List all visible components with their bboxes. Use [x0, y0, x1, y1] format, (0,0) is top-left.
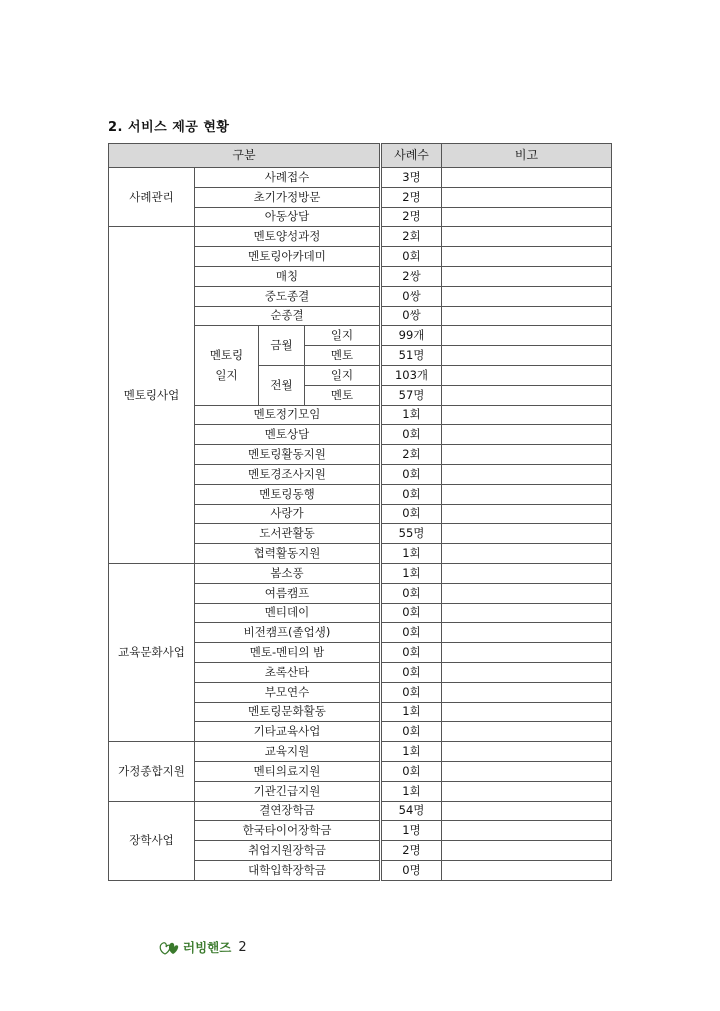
table-row [109, 168, 612, 188]
row-note [442, 484, 612, 504]
row-label: 취업지원장학금 [195, 841, 381, 861]
row-note [442, 761, 612, 781]
journal-label: 멘토링 일지 [195, 326, 259, 405]
row-note [442, 346, 612, 366]
row-label: 봄소풍 [195, 563, 381, 583]
row-note [442, 425, 612, 445]
row-label: 협력활동지원 [195, 544, 381, 564]
row-label: 사랑가 [195, 504, 381, 524]
row-count: 0회 [381, 484, 442, 504]
journal-row-label: 멘토 [305, 346, 381, 366]
row-count: 3명 [381, 168, 442, 188]
row-count: 0회 [381, 623, 442, 643]
row-count: 0회 [381, 425, 442, 445]
row-note [442, 266, 612, 286]
row-label: 멘티의료지원 [195, 761, 381, 781]
row-count: 0회 [381, 583, 442, 603]
row-count: 1회 [381, 405, 442, 425]
period-label: 금월 [259, 326, 305, 366]
table-body [109, 168, 612, 881]
row-note [442, 544, 612, 564]
row-note [442, 445, 612, 465]
page-number: 2 [238, 939, 247, 955]
row-note [442, 742, 612, 762]
row-count: 0쌍 [381, 306, 442, 326]
journal-row-label: 일지 [305, 365, 381, 385]
row-note [442, 187, 612, 207]
journal-row-label: 멘토 [305, 385, 381, 405]
row-label: 초록산타 [195, 662, 381, 682]
row-label: 중도종결 [195, 286, 381, 306]
row-note [442, 168, 612, 188]
group-label: 사례관리 [109, 168, 195, 227]
row-note [442, 306, 612, 326]
row-count: 2회 [381, 445, 442, 465]
row-note [442, 860, 612, 880]
row-label: 멘토링동행 [195, 484, 381, 504]
footer-brand: 러빙핸즈 [183, 940, 232, 955]
row-label: 매칭 [195, 266, 381, 286]
table-row [109, 742, 612, 762]
row-label: 멘토정기모임 [195, 405, 381, 425]
row-count: 0회 [381, 722, 442, 742]
row-label: 아동상담 [195, 207, 381, 227]
group-label: 교육문화사업 [109, 563, 195, 741]
service-table [108, 143, 612, 881]
row-note [442, 603, 612, 623]
group-label: 장학사업 [109, 801, 195, 880]
row-count: 0쌍 [381, 286, 442, 306]
row-count: 0회 [381, 682, 442, 702]
row-note [442, 781, 612, 801]
row-count: 0회 [381, 247, 442, 267]
row-note [442, 524, 612, 544]
row-count: 0명 [381, 860, 442, 880]
row-note [442, 722, 612, 742]
row-count: 1회 [381, 781, 442, 801]
group-label: 가정종합지원 [109, 742, 195, 801]
row-note [442, 583, 612, 603]
row-note [442, 662, 612, 682]
row-label: 결연장학금 [195, 801, 381, 821]
row-count: 54명 [381, 801, 442, 821]
row-label: 멘토링활동지원 [195, 445, 381, 465]
row-label: 기관긴급지원 [195, 781, 381, 801]
row-label: 한국타이어장학금 [195, 821, 381, 841]
row-label: 멘토링문화활동 [195, 702, 381, 722]
row-note [442, 247, 612, 267]
row-note [442, 623, 612, 643]
row-count: 1회 [381, 742, 442, 762]
row-count: 2회 [381, 227, 442, 247]
row-count: 55명 [381, 524, 442, 544]
row-note [442, 821, 612, 841]
row-note [442, 405, 612, 425]
row-note [442, 326, 612, 346]
row-count: 0회 [381, 504, 442, 524]
row-note [442, 682, 612, 702]
table-row [109, 227, 612, 247]
row-note [442, 227, 612, 247]
row-note [442, 207, 612, 227]
row-note [442, 504, 612, 524]
row-label: 사례접수 [195, 168, 381, 188]
row-count: 51명 [381, 346, 442, 366]
journal-row-label: 일지 [305, 326, 381, 346]
row-label: 멘토-멘티의 밤 [195, 643, 381, 663]
row-count: 0회 [381, 643, 442, 663]
table-header-row [109, 144, 612, 168]
section-title: 2. 서비스 제공 현황 [108, 120, 230, 135]
row-count: 1명 [381, 821, 442, 841]
row-note [442, 464, 612, 484]
row-label: 여름캠프 [195, 583, 381, 603]
row-count: 0회 [381, 761, 442, 781]
row-note [442, 365, 612, 385]
footer [158, 938, 247, 956]
row-count: 103개 [381, 365, 442, 385]
row-label: 대학입학장학금 [195, 860, 381, 880]
row-count: 1회 [381, 702, 442, 722]
header-note: 비고 [442, 144, 612, 168]
row-label: 멘토양성과정 [195, 227, 381, 247]
row-label: 멘토경조사지원 [195, 464, 381, 484]
row-count: 57명 [381, 385, 442, 405]
row-label: 멘티데이 [195, 603, 381, 623]
row-note [442, 643, 612, 663]
header-category: 구분 [109, 144, 381, 168]
row-count: 99개 [381, 326, 442, 346]
period-label: 전월 [259, 365, 305, 405]
row-count: 1회 [381, 563, 442, 583]
row-note [442, 801, 612, 821]
row-note [442, 385, 612, 405]
row-label: 부모연수 [195, 682, 381, 702]
row-count: 1회 [381, 544, 442, 564]
row-count: 0회 [381, 603, 442, 623]
group-label: 멘토링사업 [109, 227, 195, 564]
row-label: 기타교육사업 [195, 722, 381, 742]
loving-hands-logo-icon [158, 939, 180, 955]
row-count: 2명 [381, 207, 442, 227]
row-count: 2명 [381, 841, 442, 861]
table-row [109, 801, 612, 821]
row-note [442, 702, 612, 722]
row-label: 초기가정방문 [195, 187, 381, 207]
row-label: 멘토링아카데미 [195, 247, 381, 267]
row-label: 순종결 [195, 306, 381, 326]
row-note [442, 563, 612, 583]
table-row [109, 563, 612, 583]
row-count: 2명 [381, 187, 442, 207]
row-count: 2쌍 [381, 266, 442, 286]
header-count: 사례수 [381, 144, 442, 168]
row-count: 0회 [381, 662, 442, 682]
row-note [442, 841, 612, 861]
row-label: 멘토상담 [195, 425, 381, 445]
row-note [442, 286, 612, 306]
row-label: 비전캠프(졸업생) [195, 623, 381, 643]
row-label: 도서관활동 [195, 524, 381, 544]
row-count: 0회 [381, 464, 442, 484]
row-label: 교육지원 [195, 742, 381, 762]
